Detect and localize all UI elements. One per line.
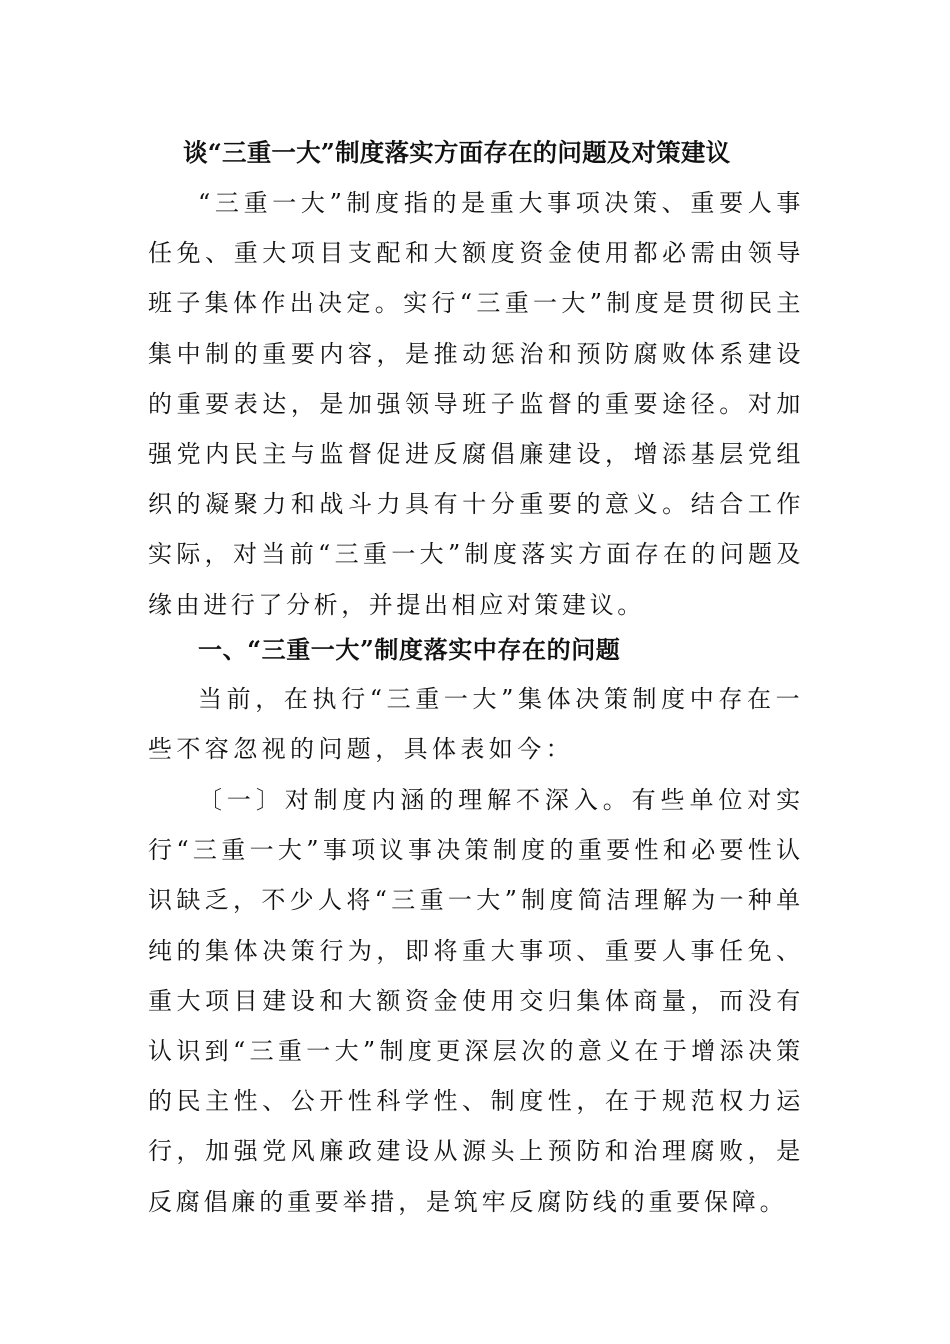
document-title: 谈“三重一大”制度落实方面存在的问题及对策建议 [183,138,731,167]
section-1-item-1-paragraph [148,775,804,1227]
section-1-lead-paragraph: 当前，在执行“三重一大”集体决策制度中存在一些不容忽视的问题，具体表如今： [148,685,804,764]
section-1-item-1-text: 有些单位对实行“三重一大”事项议事决策制度的重要性和必要性认识缺乏，不少人将“三重一大”制度简洁理解为一种单纯的集体决策行为，即将重大事项、重要人事任免、重大项目建设和大额资金使用交归集体商量，而没有认识到“三重一大”制度更深层次的意义在于增添决策的民主性、公开性科学性、制度性，在于规范权力运行，加强党风廉政建设从源头上预防和治理腐败，是反腐倡廉的重要举措，是筑牢反腐防线的重要保障。 [148,786,804,1216]
section-1-item-1-label: 〔一〕对制度内涵的理解不深入。 [198,786,632,814]
intro-paragraph: “三重一大”制度指的是重大事项决策、重要人事任免、重大项目支配和大额度资金使用都必需由领导班子集体作出决定。实行“三重一大”制度是贯彻民主集中制的重要内容，是推动惩治和预防腐败体系建设的重要表达，是加强领导班子监督的重要途径。对加强党内民主与监督促进反腐倡廉建设，增添基层党组织的凝聚力和战斗力具有十分重要的意义。结合工作实际，对当前“三重一大”制度落实方面存在的问题及缘由进行了分析，并提出相应对策建议。 [148,189,804,619]
section-1-heading: 一、“三重一大”制度落实中存在的问题 [198,635,621,664]
